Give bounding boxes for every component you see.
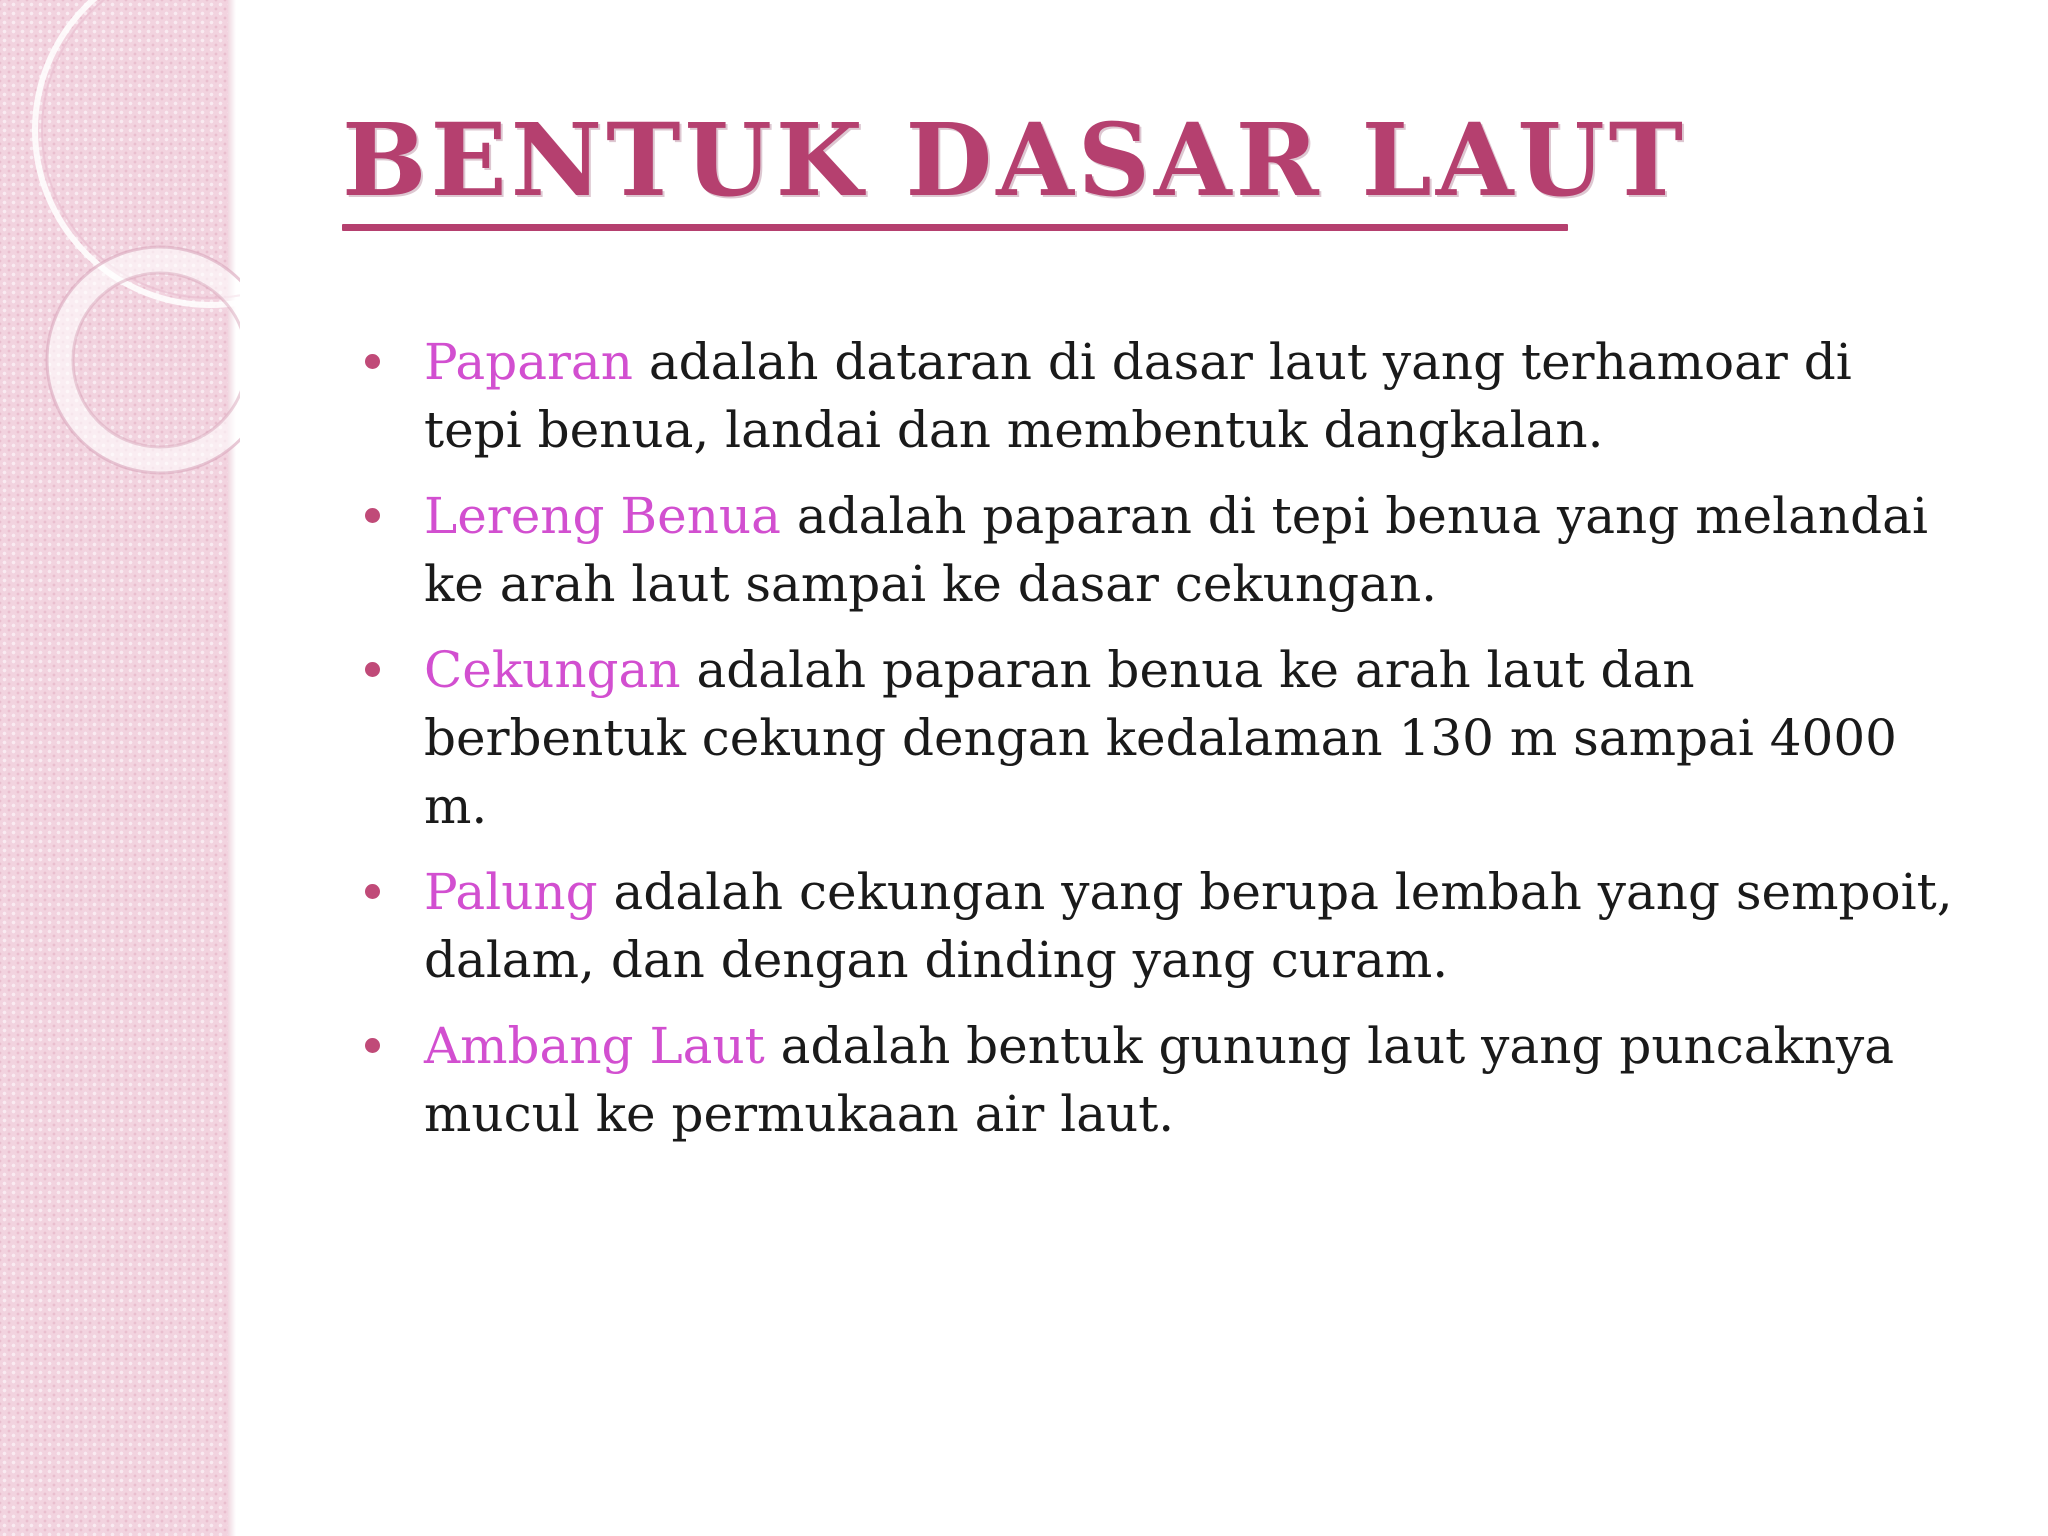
bullet-dot-icon [365,354,380,369]
list-item [360,636,1960,840]
bullet-term: Ambang Laut [424,1017,765,1075]
bullet-dot-icon [365,508,380,523]
bullet-list [360,328,1960,1166]
bullet-text: adalah dataran di dasar laut yang terhamoar di tepi benua, landai dan membentuk dangkalan. [424,333,1852,459]
decorative-rings [0,0,240,520]
bullet-dot-icon [365,662,380,677]
bullet-dot-icon [365,1038,380,1053]
bullet-term: Palung [424,863,598,921]
bullet-term: Paparan [424,333,633,391]
slide-title: BENTUK DASAR LAUT [342,101,1688,219]
bullet-text: adalah cekungan yang berupa lembah yang sempoit, dalam, dan dengan dinding yang curam. [424,863,1953,989]
list-item [360,482,1960,618]
bullet-text: adalah paparan benua ke arah laut dan berbentuk cekung dengan kedalaman 130 m sampai 4000 m. [424,641,1897,835]
title-block [342,101,1688,231]
bullet-text: adalah bentuk gunung laut yang puncaknya mucul ke permukaan air laut. [424,1017,1895,1143]
list-item [360,328,1960,464]
bullet-term: Lereng Benua [424,487,781,545]
title-underline [342,224,1568,231]
bullet-term: Cekungan [424,641,681,699]
bullet-dot-icon [365,884,380,899]
list-item [360,1012,1960,1148]
list-item [360,858,1960,994]
bullet-text: adalah paparan di tepi benua yang melandai ke arah laut sampai ke dasar cekungan. [424,487,1928,613]
